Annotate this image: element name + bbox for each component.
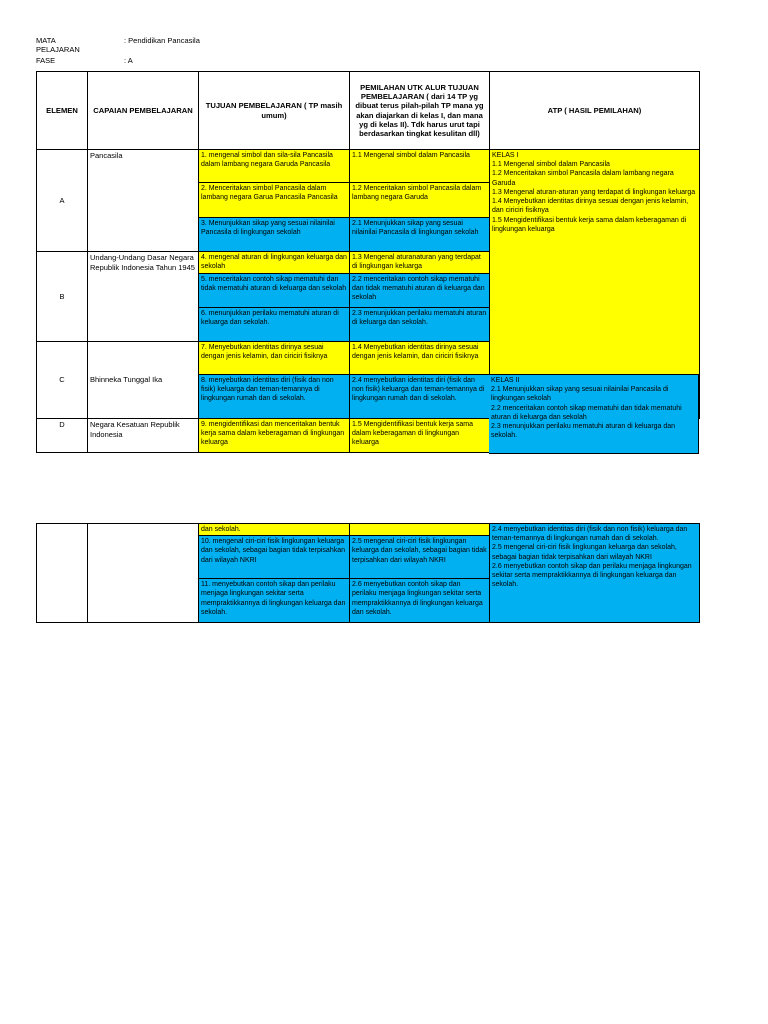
header-atp: ATP ( HASIL PEMILAHAN) bbox=[490, 72, 700, 150]
tp-cell: 7. Menyebutkan identitas dirinya sesuai dengan jenis kelamin, dan ciriciri fisiknya bbox=[199, 342, 350, 375]
curriculum-table-continued bbox=[36, 523, 700, 623]
table-row bbox=[37, 524, 700, 536]
element-code: B bbox=[37, 252, 88, 342]
atp-item: 2.4 menyebutkan identitas diri (fisik dan non fisik) keluarga dan teman-temannya di lingkungan rumah dan di sekolah. bbox=[492, 526, 688, 543]
pemilahan-cell: 2.6 menyebutkan contoh sikap dan perilaku menjaga lingkungan sekitar serta mempraktikkannya di lingkungan keluarga dan sekolah. bbox=[350, 579, 490, 623]
element-code bbox=[37, 524, 88, 623]
header-pemilahan: PEMILAHAN UTK ALUR TUJUAN PEMBELAJARAN ( dari 14 TP yg dibuat terus pilah-pilah TP mana yg akan diajarkan di kelas I, dan mana yg di kelas II). Tdk harus urut tapi berdasarkan tingkat kesulitan dll) bbox=[350, 72, 490, 150]
tp-cell: dan sekolah. bbox=[199, 524, 350, 536]
atp-item: 1.2 Menceritakan simbol Pancasila dalam lambang negara Garuda bbox=[492, 170, 674, 187]
tp-cell: 9. mengidentifikasi dan menceritakan bentuk kerja sama dalam keberagaman di lingkungan keluarga bbox=[199, 419, 350, 453]
header-elemen: ELEMEN bbox=[37, 72, 88, 150]
pemilahan-cell: 1.3 Mengenal aturanaturan yang terdapat di lingkungan keluarga bbox=[350, 252, 490, 274]
tp-cell: 10. mengenal ciri-ciri fisik lingkungan keluarga dan sekolah, sebagai bagian tidak terpisahkan dari wilayah NKRI bbox=[199, 536, 350, 579]
pemilahan-cell bbox=[350, 524, 490, 536]
capaian-cell: Pancasila bbox=[88, 150, 199, 252]
header-row bbox=[37, 72, 700, 150]
subject-label: MATA PELAJARAN bbox=[36, 36, 80, 54]
pemilahan-cell: 2.4 menyebutkan identitas diri (fisik dan non fisik) keluarga dan teman-temannya di lingkungan rumah dan di sekolah. bbox=[350, 375, 490, 419]
tp-cell: 6. menunjukkan perilaku mematuhi aturan di keluarga dan sekolah. bbox=[199, 308, 350, 342]
phase-label: FASE bbox=[36, 56, 56, 65]
capaian-cell: Negara Kesatuan Republik Indonesia bbox=[88, 419, 199, 453]
atp-kelas2-cont-cell bbox=[490, 524, 700, 623]
atp-item: 1.3 Mengenal aturan-aturan yang terdapat di lingkungan keluarga bbox=[492, 188, 696, 196]
pemilahan-cell: 1.1 Mengenal simbol dalam Pancasila bbox=[350, 150, 490, 183]
atp-item: 1.5 Mengidentifikasi bentuk kerja sama dalam keberagaman di lingkungan keluarga bbox=[492, 216, 687, 233]
atp-item: 1.1 Mengenal simbol dalam Pancasila bbox=[492, 161, 610, 169]
tp-cell: 8. menyebutkan identitas diri (fisik dan non fisik) keluarga dan teman-temannya di lingkungan rumah dan di sekolah. bbox=[199, 375, 350, 419]
tp-cell: 1. mengenal simbol dan sila-sila Pancasila dalam lambang negara Garuda Pancasila bbox=[199, 150, 350, 183]
pemilahan-cell: 2.5 mengenal ciri-ciri fisik lingkungan keluarga dan sekolah, sebagai bagian tidak terpisahkan dari wilayah NKRI bbox=[350, 536, 490, 579]
tp-cell: 3. Menunjukkan sikap yang sesuai nilainilai Pancasila di lingkungan sekolah bbox=[199, 218, 350, 252]
atp-kelas2-cell bbox=[489, 374, 699, 454]
atp-item: 1.4 Menyebutkan identitas dirinya sesuai dengan jenis kelamin, dan ciriciri fisiknya bbox=[492, 198, 689, 215]
pemilahan-cell: 2.2 menceritakan contoh sikap mematuhi dan tidak mematuhi aturan di keluarga dan sekolah bbox=[350, 274, 490, 308]
capaian-cell: Undang-Undang Dasar Negara Republik Indonesia Tahun 1945 bbox=[88, 252, 199, 342]
table-row bbox=[37, 150, 700, 183]
atp-kelas2-heading: KELAS II bbox=[491, 377, 520, 384]
tp-cell: 2. Menceritakan simbol Pancasila dalam lambang negara Garua Pancasila Pancasila bbox=[199, 183, 350, 218]
pemilahan-cell: 2.1 Menunjukkan sikap yang sesuai nilainilai Pancasila di lingkungan sekolah bbox=[350, 218, 490, 252]
header-tujuan: TUJUAN PEMBELAJARAN ( TP masih umum) bbox=[199, 72, 350, 150]
phase-value: : A bbox=[124, 56, 133, 65]
element-code: C bbox=[37, 342, 88, 419]
header-capaian: CAPAIAN PEMBELAJARAN bbox=[88, 72, 199, 150]
atp-item: 2.1 Menunjukkan sikap yang sesuai nilainilai Pancasila di lingkungan sekolah bbox=[491, 386, 669, 403]
tp-cell: 5. menceritakan contoh sikap mematuhi dan tidak mematuhi aturan di keluarga dan sekolah bbox=[199, 274, 350, 308]
pemilahan-cell: 2.3 menunjukkan perilaku mematuhi aturan di keluarga dan sekolah. bbox=[350, 308, 490, 342]
subject-value: : Pendidikan Pancasila bbox=[124, 36, 200, 45]
tp-cell: 4. mengenal aturan di lingkungan keluarga dan sekolah bbox=[199, 252, 350, 274]
pemilahan-cell: 1.5 Mengidentifikasi bentuk kerja sama dalam keberagaman di lingkungan keluarga bbox=[350, 419, 490, 453]
atp-item: 2.2 menceritakan contoh sikap mematuhi dan tidak mematuhi aturan di keluarga dan sekolah bbox=[491, 404, 682, 421]
pemilahan-cell: 1.4 Menyebutkan identitas dirinya sesuai dengan jenis kelamin, dan ciriciri fisiknya bbox=[350, 342, 490, 375]
atp-item: 2.5 mengenal ciri-ciri fisik lingkungan keluarga dan sekolah, sebagai bagian tidak terpisahkan dari wilayah NKRI bbox=[492, 544, 677, 561]
atp-item: 2.6 menyebutkan contoh sikap dan perilaku menjaga lingkungan sekitar serta mempraktikkannya di lingkungan keluarga dan sekolah. bbox=[492, 562, 692, 589]
pemilahan-cell: 1.2 Menceritakan simbol Pancasila dalam lambang negara Garuda bbox=[350, 183, 490, 218]
element-code: D bbox=[37, 419, 88, 453]
atp-kelas1-heading: KELAS I bbox=[492, 152, 519, 159]
element-code: A bbox=[37, 150, 88, 252]
atp-item: 2.3 menunjukkan perilaku mematuhi aturan di keluarga dan sekolah. bbox=[491, 423, 676, 440]
capaian-cell: Bhinneka Tunggal Ika bbox=[88, 342, 199, 419]
tp-cell: 11. menyebutkan contoh sikap dan perilaku menjaga lingkungan sekitar serta mempraktikkannya di lingkungan keluarga dan sekolah. bbox=[199, 579, 350, 623]
capaian-cell bbox=[88, 524, 199, 623]
